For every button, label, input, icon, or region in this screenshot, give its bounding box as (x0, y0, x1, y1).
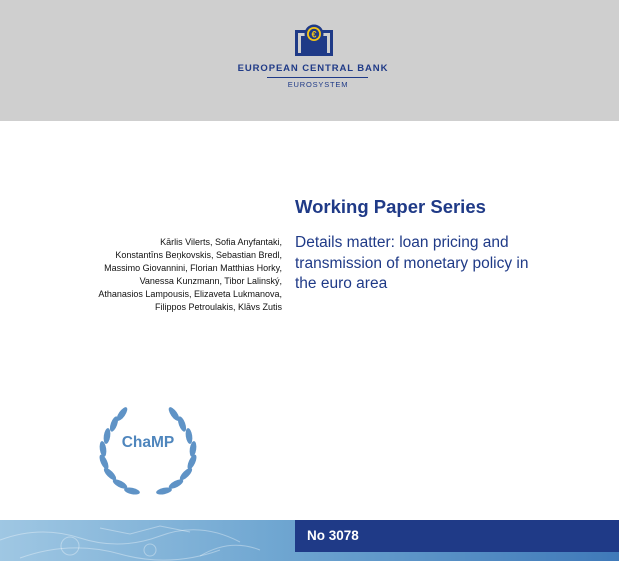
header-divider (267, 77, 368, 78)
paper-title (295, 233, 585, 295)
bank-name: EUROPEAN CENTRAL BANK (237, 63, 389, 74)
header-band (0, 0, 619, 121)
champ-label: ChaMP (121, 434, 175, 451)
paper-title-line: transmission of monetary policy in (295, 254, 529, 272)
author-list (20, 236, 282, 313)
author-line: Massimo Giovannini, Florian Matthias Horky, (104, 262, 282, 273)
paper-title-line: Details matter: loan pricing and (295, 234, 509, 251)
series-title: Working Paper Series (295, 196, 486, 217)
paper-title-line: the euro area (295, 275, 388, 292)
eurosystem-label: EUROSYSTEM (287, 80, 349, 89)
author-line: Athanasios Lampousis, Elizaveta Lukmanova, (98, 288, 282, 299)
laurel-wreath-icon (92, 402, 204, 502)
author-line: Vanessa Kunzmann, Tibor Lalinský, (139, 275, 282, 286)
author-line: Filippos Petroulakis, Klāvs Zutis (154, 301, 282, 312)
euro-symbol: € (311, 29, 317, 40)
author-line: Konstantīns Beņkovskis, Sebastian Bredl, (115, 249, 282, 260)
paper-number: No 3078 (307, 528, 359, 543)
ecb-logo-icon (295, 24, 333, 56)
author-line: Kārlis Vilerts, Sofia Anyfantaki, (160, 237, 282, 247)
